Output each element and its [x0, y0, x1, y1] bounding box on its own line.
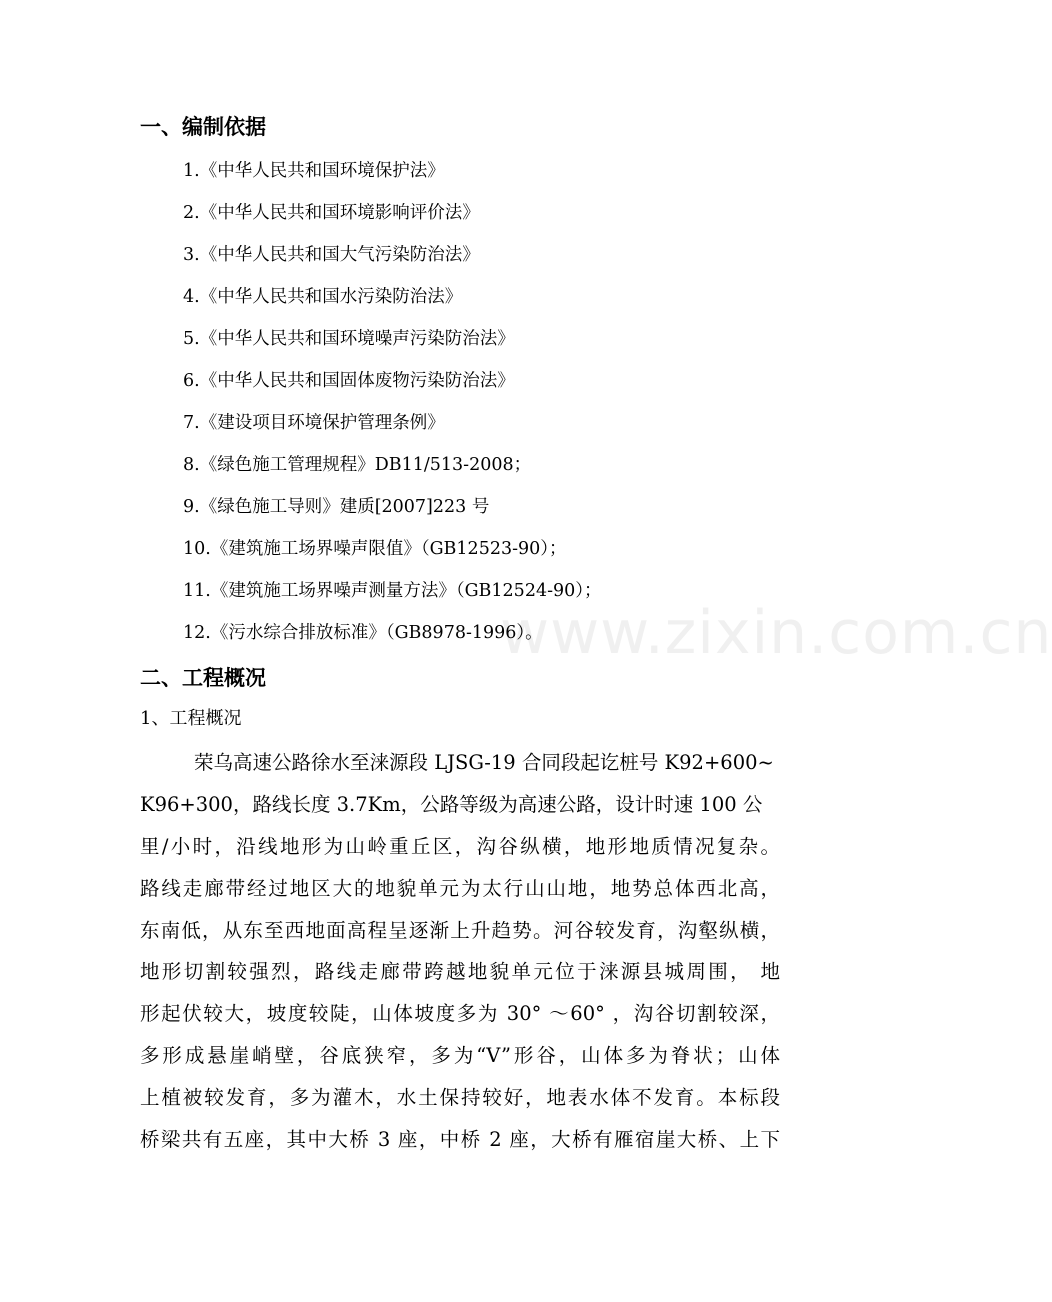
- section-heading-basis: 一、编制依据: [140, 115, 266, 139]
- reference-item: 11.《建筑施工场界噪声测量方法》（GB12524-90）；: [183, 581, 602, 601]
- reference-list: [183, 155, 602, 659]
- paragraph-line: 多形成悬崖峭壁，谷底狭窄，多为“V”形谷，山体多为脊状；山体: [140, 1044, 780, 1068]
- paragraph-line: 地形切割较强烈，路线走廊带跨越地貌单元位于涞源县城周围， 地: [140, 960, 780, 984]
- paragraph-line: 路线走廊带经过地区大的地貌单元为太行山山地，地势总体西北高，: [140, 876, 780, 900]
- reference-item: 6.《中华人民共和国固体废物污染防治法》: [183, 371, 515, 391]
- reference-item: 12.《污水综合排放标准》（GB8978-1996）。: [183, 623, 543, 643]
- reference-item: 1.《中华人民共和国环境保护法》: [183, 161, 445, 181]
- paragraph-line: K96+300，路线长度 3.7Km，公路等级为高速公路，设计时速 100 公: [140, 792, 763, 816]
- watermark: www.zixin.com.cn: [500, 598, 1052, 668]
- paragraph-line: 里/小时，沿线地形为山岭重丘区，沟谷纵横，地形地质情况复杂。: [140, 834, 780, 858]
- paragraph-line: 东南低，从东至西地面高程呈逐渐上升趋势。河谷较发育，沟壑纵横，: [140, 918, 780, 942]
- paragraph-line: 上植被较发育，多为灌木，水土保持较好，地表水体不发育。本标段: [140, 1086, 780, 1110]
- reference-item: 5.《中华人民共和国环境噪声污染防治法》: [183, 329, 515, 349]
- paragraph-line: 桥梁共有五座，其中大桥 3 座，中桥 2 座，大桥有雁宿崖大桥、上下: [140, 1128, 780, 1152]
- reference-item: 2.《中华人民共和国环境影响评价法》: [183, 203, 480, 223]
- reference-item: 8.《绿色施工管理规程》DB11/513-2008；: [183, 455, 532, 475]
- paragraph-line: 荣乌高速公路徐水至涞源段 LJSG-19 合同段起讫桩号 K92+600~: [194, 751, 774, 774]
- overview-paragraph: [140, 746, 780, 1165]
- section-heading-overview: 二、工程概况: [140, 666, 266, 690]
- reference-item: 10.《建筑施工场界噪声限值》（GB12523-90）；: [183, 539, 567, 559]
- reference-item: 9.《绿色施工导则》建质[2007]223 号: [183, 497, 490, 517]
- reference-item: 4.《中华人民共和国水污染防治法》: [183, 287, 463, 307]
- paragraph-line: 形起伏较大，坡度较陡，山体坡度多为 30° ～60° ，沟谷切割较深，: [140, 1002, 780, 1026]
- subsection-heading: 1、工程概况: [140, 708, 242, 729]
- reference-item: 3.《中华人民共和国大气污染防治法》: [183, 245, 480, 265]
- reference-item: 7.《建设项目环境保护管理条例》: [183, 413, 445, 433]
